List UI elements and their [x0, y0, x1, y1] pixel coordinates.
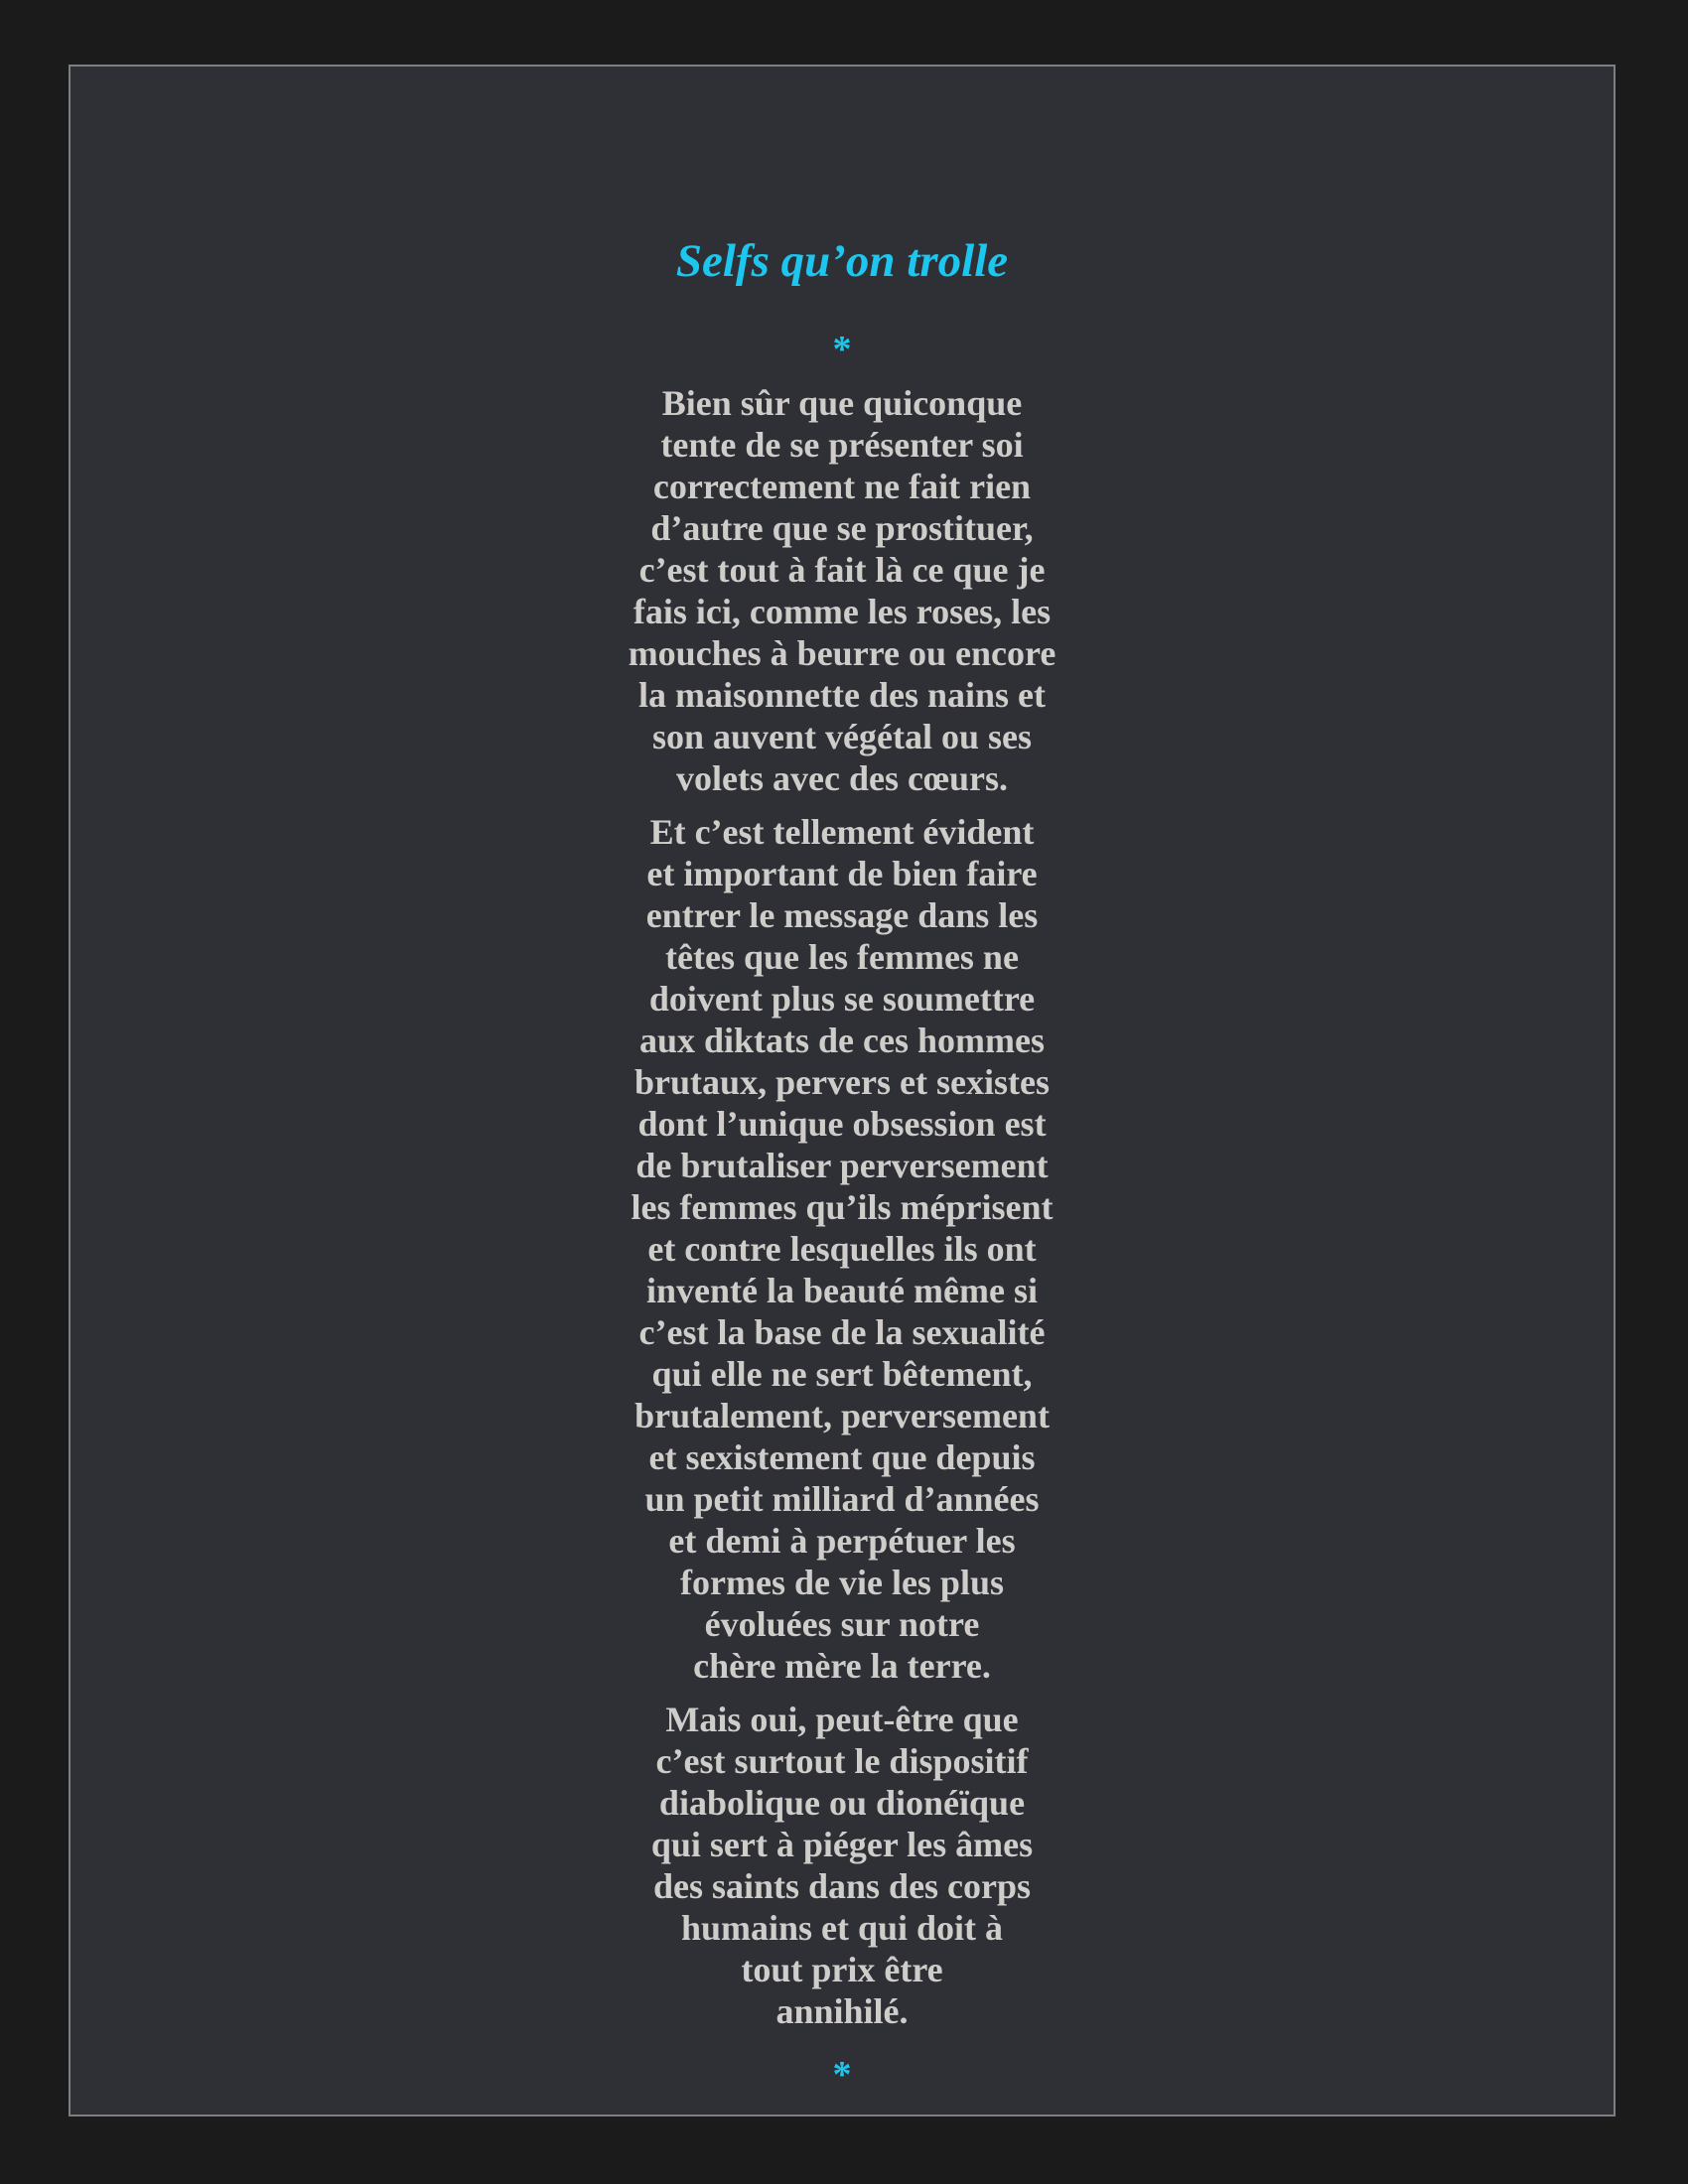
poem-line: un petit milliard d’années: [644, 1479, 1040, 1519]
poem-line: doivent plus se soumettre: [648, 979, 1036, 1019]
poem-title: Selfs qu’on trolle: [675, 235, 1009, 287]
poem-line: inventé la beauté même si: [646, 1271, 1038, 1310]
poem-line: tente de se présenter soi: [660, 425, 1024, 465]
stanza-3: [70, 1699, 1614, 2032]
poem-line: et demi à perpétuer les: [668, 1521, 1016, 1561]
poem-line: tout prix être: [741, 1950, 943, 1989]
poem-line: c’est surtout le dispositif: [655, 1741, 1029, 1781]
poem-line: annihilé.: [775, 1991, 909, 2031]
poem-line: mouches à beurre ou encore: [628, 633, 1056, 673]
poem-line: entrer le message dans les: [645, 895, 1039, 935]
separator-bottom: *: [832, 2054, 852, 2096]
poem-line: des saints dans des corps: [652, 1866, 1032, 1906]
poem-line: Mais oui, peut-être que: [665, 1700, 1019, 1739]
poem-line: et important de bien faire: [646, 854, 1038, 893]
poem-line: volets avec des cœurs.: [676, 758, 1008, 798]
poem-line: les femmes qu’ils méprisent: [631, 1187, 1054, 1227]
stanza-2: [70, 811, 1614, 1687]
poem-line: dont l’unique obsession est: [637, 1104, 1047, 1144]
poem-line: humains et qui doit à: [680, 1908, 1004, 1948]
poem-line: correctement ne fait rien: [652, 467, 1032, 506]
poem-line: c’est la base de la sexualité: [638, 1312, 1046, 1352]
poem-line: fais ici, comme les roses, les: [633, 592, 1052, 631]
poem-line: de brutaliser perversement: [635, 1146, 1049, 1185]
poem-line: qui elle ne sert bêtement,: [651, 1354, 1033, 1394]
poem-line: et sexistement que depuis: [648, 1437, 1036, 1477]
poem-line: aux diktats de ces hommes: [638, 1021, 1045, 1060]
poem-line: chère mère la terre.: [693, 1646, 991, 1686]
poem-line: Bien sûr que quiconque: [661, 383, 1023, 423]
poem-line: têtes que les femmes ne: [665, 937, 1019, 977]
poem-line: d’autre que se prostituer,: [650, 508, 1034, 548]
poem-line: qui sert à piéger les âmes: [650, 1825, 1034, 1864]
poem-line: diabolique ou dionéïque: [658, 1783, 1026, 1823]
poem-line: brutaux, pervers et sexistes: [634, 1062, 1050, 1102]
poem-line: Et c’est tellement évident: [649, 812, 1035, 852]
poem-line: évoluées sur notre: [704, 1604, 980, 1644]
page-frame: [69, 65, 1616, 2116]
stanza-1: [70, 382, 1614, 799]
poem-body: [70, 382, 1614, 2032]
poem-line: brutalement, perversement: [634, 1396, 1050, 1435]
poem-line: c’est tout à fait là ce que je: [638, 550, 1046, 590]
poem-line: formes de vie les plus: [680, 1563, 1004, 1602]
poem-line: et contre lesquelles ils ont: [647, 1229, 1037, 1269]
poem-line: son auvent végétal ou ses: [651, 717, 1032, 756]
poem-line: la maisonnette des nains et: [637, 675, 1046, 715]
separator-top: *: [832, 329, 852, 370]
